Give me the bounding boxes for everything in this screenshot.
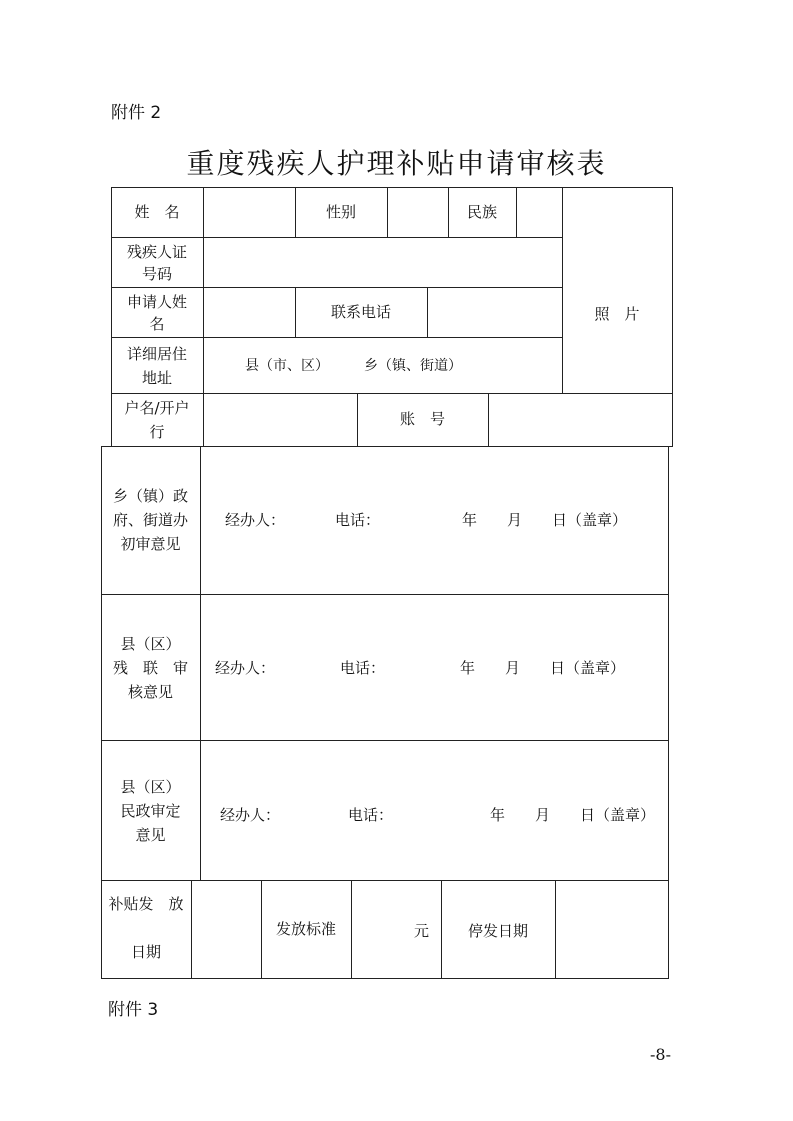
label-standard: 发放标准 [275, 920, 336, 938]
review-disability-handler: 经办人： [215, 659, 276, 677]
review-disability-label-2: 残 联 审 [112, 659, 188, 677]
review-township-label-3: 初审意见 [120, 535, 181, 553]
label-stop-date: 停发日期 [467, 922, 528, 940]
address-town: 乡（镇、街道） [364, 358, 462, 374]
label-account-no: 账 号 [399, 410, 445, 428]
attachment-3-label: 附件 3 [108, 1000, 159, 1020]
label-subsidy-date-line1: 补贴发 放 [108, 895, 184, 913]
review-civil-date: 年 月 日（盖章） [490, 806, 656, 824]
review-disability-phone: 电话： [340, 659, 386, 677]
label-id-line2: 号码 [141, 265, 172, 283]
address-county: 县（市、区） [245, 358, 329, 374]
review-civil-label-2: 民政审定 [120, 802, 181, 820]
review-disability-label-3: 核意见 [127, 683, 173, 701]
label-applicant-line2: 名 [149, 315, 165, 333]
form-title: 重度残疾人护理补贴申请审核表 [186, 147, 607, 180]
review-civil-phone: 电话： [348, 806, 394, 824]
review-township-date: 年 月 日（盖章） [462, 511, 628, 529]
label-contact-phone: 联系电话 [330, 303, 391, 321]
label-yuan: 元 [414, 922, 430, 940]
label-applicant-line1: 申请人姓 [126, 293, 187, 311]
label-photo: 照 片 [594, 305, 640, 323]
review-township-label-2: 府、街道办 [112, 511, 188, 529]
review-township-handler: 经办人： [225, 511, 286, 529]
page-number: -8- [650, 1045, 671, 1064]
label-account-line1: 户名/开户 [124, 399, 190, 417]
label-address-line2: 地址 [141, 369, 172, 387]
label-account-line2: 行 [149, 423, 165, 441]
label-ethnicity: 民族 [466, 203, 497, 221]
review-civil-handler: 经办人： [220, 806, 281, 824]
label-name: 姓 名 [134, 203, 180, 221]
label-gender: 性别 [325, 203, 356, 221]
review-civil-label-3: 意见 [135, 826, 166, 844]
label-subsidy-date-line2: 日期 [130, 943, 161, 961]
review-civil-label-1: 县（区） [120, 778, 181, 796]
review-township-label-1: 乡（镇）政 [112, 487, 188, 505]
review-disability-label-1: 县（区） [120, 635, 181, 653]
label-id-line1: 残疾人证 [126, 243, 187, 261]
review-township-phone: 电话： [335, 511, 381, 529]
review-disability-date: 年 月 日（盖章） [460, 659, 626, 677]
label-address-line1: 详细居住 [126, 345, 187, 363]
attachment-label: 附件 2 [111, 103, 162, 123]
